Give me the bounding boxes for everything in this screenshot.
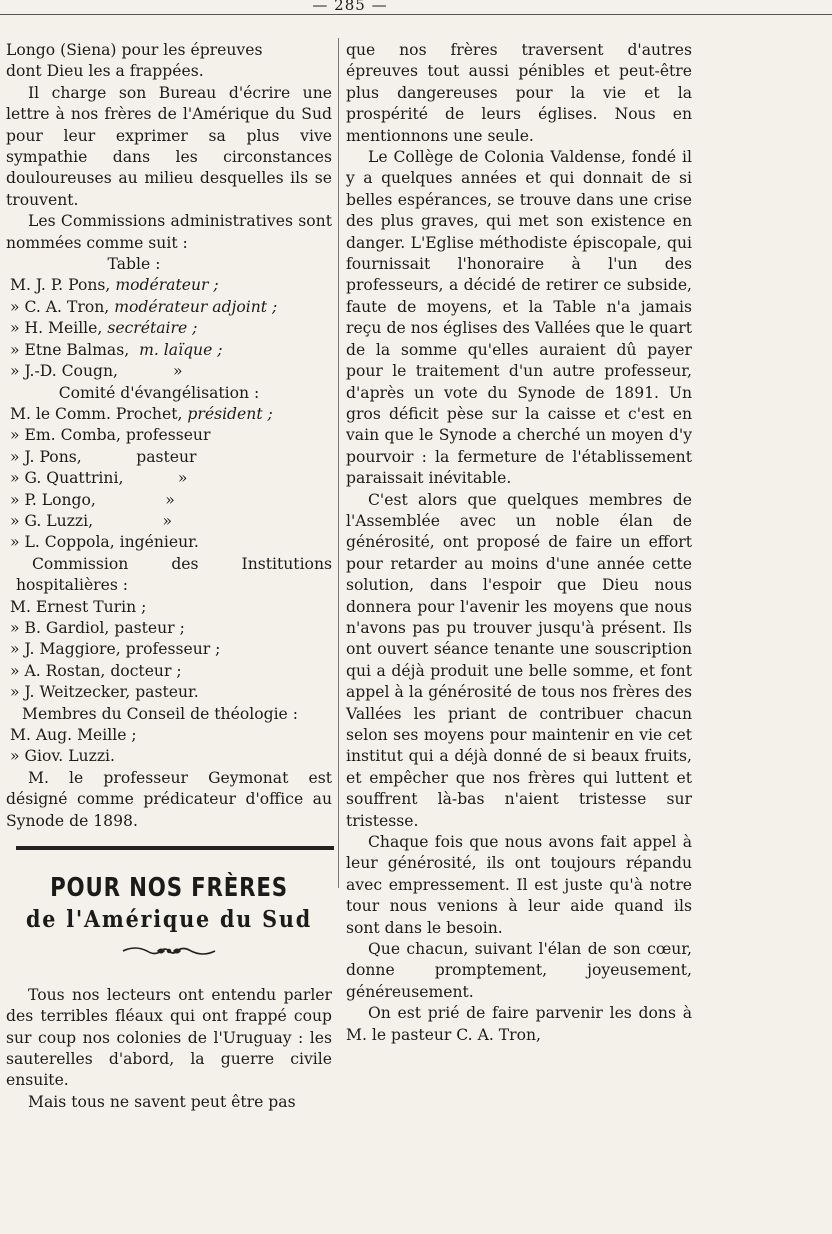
comite-member: » G. Luzzi, »	[10, 511, 173, 530]
conseil-member: » Giov. Luzzi.	[10, 747, 115, 766]
hospit-member: » J. Maggiore, professeur ;	[10, 640, 221, 659]
member-role: président ;	[187, 404, 273, 423]
page-number: — 285 —	[312, 0, 388, 14]
article-headline: POUR NOS FRÈRES	[50, 873, 288, 904]
comite-member: » P. Longo, »	[10, 490, 175, 509]
paragraph-mais: Mais tous ne savent peut être pas	[28, 1092, 296, 1111]
comite-member: » Em. Comba, professeur	[10, 426, 211, 445]
table-member	[6, 361, 332, 382]
table-heading: Table :	[107, 255, 161, 274]
member-role: m. laïque ;	[139, 340, 223, 359]
hospit-member: » B. Gardiol, pasteur ;	[10, 618, 185, 637]
hospit-member: M. Ernest Turin ;	[10, 597, 147, 616]
member-role: secrétaire ;	[107, 319, 198, 338]
conseil-heading: Membres du Conseil de théologie :	[22, 704, 298, 723]
column-divider	[338, 38, 339, 888]
section-separator	[16, 846, 334, 850]
conseil-member: M. Aug. Meille ;	[10, 726, 137, 744]
hospit-heading: Commission des Institutions hospitalières :	[16, 554, 332, 595]
text-line: Longo (Siena) pour les épreuves	[6, 41, 263, 59]
member-role: modérateur ;	[115, 276, 219, 295]
paragraph-prie: On est prié de faire parvenir les dons à M. le pasteur C. A. Tron,	[346, 1004, 692, 1044]
comite-member: » L. Coppola, ingénieur.	[10, 533, 199, 552]
table-member	[6, 318, 332, 339]
paragraph-geymonat: M. le professeur Geymonat est désigné comme prédicateur d'office au Synode de 1898.	[6, 768, 332, 830]
member-role: »	[172, 362, 183, 381]
comite-heading: Comité d'évangélisation :	[58, 383, 260, 402]
comite-president	[6, 404, 332, 425]
member-name: » J.-D. Cougn,	[10, 362, 118, 381]
member-name: » H. Meille,	[10, 319, 103, 338]
paragraph-chaque: Chaque fois que nous avons fait appel à leur générosité, ils ont toujours répandu avec empressement. Il est juste qu'à notre tour nous venions à leur aide quand ils sont dans le besoin.	[346, 833, 692, 937]
right-column	[346, 40, 692, 1046]
ornament-icon	[121, 943, 217, 959]
member-name: » Etne Balmas,	[10, 340, 130, 359]
top-rule	[0, 14, 832, 15]
hospit-member: » J. Weitzecker, pasteur.	[10, 683, 199, 702]
paragraph-college: Le Collège de Colonia Valdense, fondé il y a quelques années et qui donnait de si belles espérances, se trouve dans une crise des plus graves, qui met son existence en danger. L'Eglise méthodiste épiscopale, qui fournissait l'honoraire à l'un des professeurs, a décidé de retirer ce subside, faute de moyens, et la Table n'a jamais reçu de nos églises des Vallées que le quart de la somme qu'elles auraient dû payer pour le traitement d'un autre professeur, d'après un vote du Synode de 1891. Un gros déficit pèse sur la caisse et c'est en vain que le Synode a cherché un moyen d'y pourvoir : la fermeture de l'établissement paraissait inévitable.	[346, 148, 692, 488]
article-subheadline: de l'Amérique du Sud	[25, 906, 313, 934]
member-name: M. J. P. Pons,	[10, 276, 111, 295]
paragraph-bureau: Il charge son Bureau d'écrire une lettre à nos frères de l'Amérique du Sud pour leur exprimer sa plus vive sympathie dans les circonstances douloureuses au milieu desquelles ils se trouvent.	[6, 83, 332, 209]
comite-member: » J. Pons, pasteur	[10, 447, 197, 466]
member-role: modérateur adjoint ;	[114, 297, 278, 316]
member-name: M. le Comm. Prochet,	[10, 404, 183, 423]
text-line: dont Dieu les a frappées.	[6, 62, 204, 81]
table-member	[6, 275, 332, 296]
left-column	[6, 40, 332, 1113]
table-member	[6, 297, 332, 318]
paragraph-commissions: Les Commissions administratives sont nommées comme suit :	[6, 212, 332, 252]
hospit-member: » A. Rostan, docteur ;	[10, 661, 182, 680]
table-member	[6, 340, 332, 361]
comite-member: » G. Quattrini, »	[10, 469, 188, 488]
paragraph-chacun: Que chacun, suivant l'élan de son cœur, donne promptement, joyeusement, généreusement.	[346, 940, 692, 1001]
paragraph-lecteurs: Tous nos lecteurs ont entendu parler des terribles fléaux qui ont frappé coup sur coup nos colonies de l'Uruguay : les sauterelles d'abord, la guerre civile ensuite.	[6, 985, 332, 1090]
paragraph-assemblee: C'est alors que quelques membres de l'Assemblée avec un noble élan de générosité, ont proposé de faire un effort pour retarder au moins d'une année cette solution, dans l'espoir que Dieu nous donnera pour l'avenir les moyens que nous n'avons pas pu trouver jusqu'à présent. Ils ont ouvert séance tenante une souscription qui a déjà produit une belle somme, et font appel à la générosité de tous nos frères des Vallées les priant de contribuer chacun selon ses moyens pour maintenir en vie cet institut qui a déjà donné de si beaux fruits, et empêcher que nos frères qui luttent et souffrent là-bas n'aient tristesse sur tristesse.	[346, 490, 692, 830]
paragraph-continued: que nos frères traversent d'autres épreuves tout aussi pénibles et peut-être plus dangereuses pour la vie et la prospérité de leurs églises. Nous en mentionnons une seule.	[346, 41, 692, 145]
member-name: » C. A. Tron,	[10, 297, 110, 316]
